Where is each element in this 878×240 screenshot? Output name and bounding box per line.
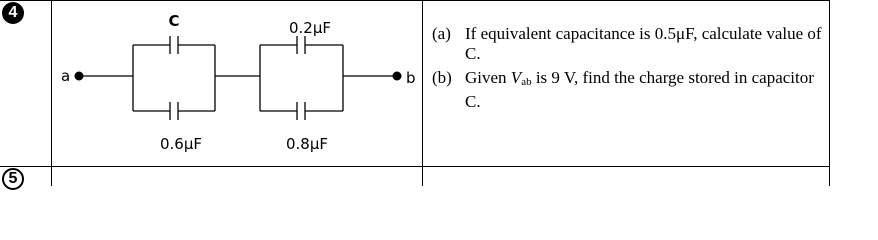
terminal-a — [75, 72, 84, 81]
part-b-post: is 9 V, find the charge stored in capacitor C. — [465, 68, 814, 111]
question-number-label: 5 — [8, 170, 18, 187]
col-divider-question — [422, 0, 423, 186]
question-number-5 — [2, 168, 24, 190]
question-part-a — [432, 24, 824, 64]
part-b-tag: (b) — [432, 68, 452, 87]
capacitor-0.8-label: 0.8μF — [285, 135, 329, 153]
voltage-subscript: ab — [521, 76, 532, 88]
capacitor-0.2-label: 0.2μF — [288, 19, 332, 37]
node-b-label: b — [406, 69, 416, 87]
capacitor-circuit-diagram — [0, 0, 422, 166]
voltage-symbol: V — [510, 68, 522, 87]
question-number-label: 4 — [8, 4, 18, 21]
part-a-tag: (a) — [432, 24, 451, 43]
question-text — [432, 24, 824, 116]
capacitor-c-label: C — [168, 12, 180, 30]
node-a-label: a — [61, 67, 71, 85]
part-b-text — [465, 68, 824, 112]
part-a-text: If equivalent capacitance is 0.5μF, calculate value of C. — [465, 24, 822, 63]
terminal-b — [393, 72, 402, 81]
table-right-border — [829, 0, 830, 186]
capacitor-0.6-label: 0.6μF — [159, 135, 203, 153]
row-divider — [0, 166, 830, 167]
part-b-pre: Given — [465, 68, 511, 87]
question-part-b — [432, 68, 824, 112]
